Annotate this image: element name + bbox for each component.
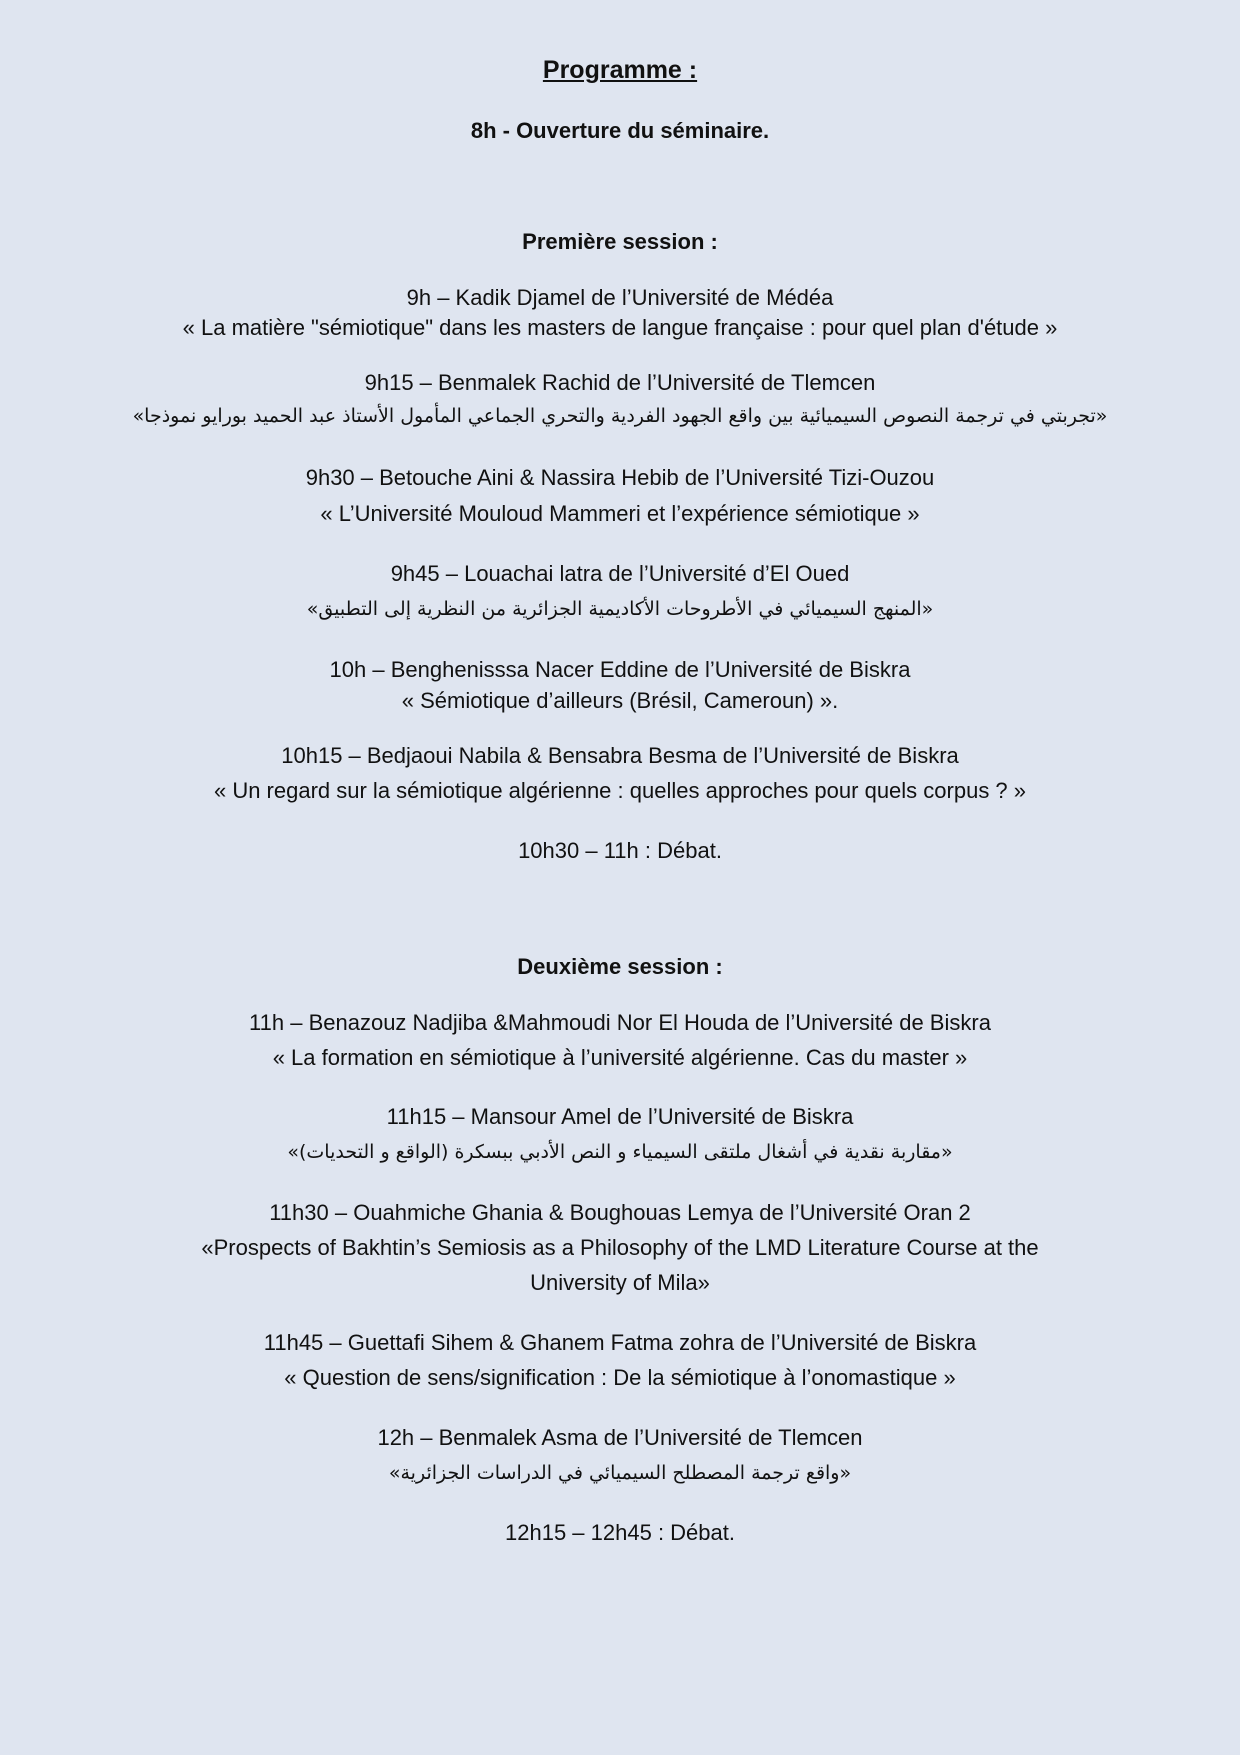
talk-time-speaker: 11h30 – Ouahmiche Ghania & Boughouas Lemya de l’Université Oran 2 (269, 1200, 971, 1225)
talk-time-speaker: 10h – Benghenisssa Nacer Eddine de l’Université de Biskra (329, 657, 911, 682)
talk-time-speaker: 9h – Kadik Djamel de l’Université de Médéa (406, 285, 834, 310)
talk-time-speaker: 11h15 – Mansour Amel de l’Université de Biskra (386, 1104, 854, 1129)
talk-title-arabic: «واقع ترجمة المصطلح السيميائي في الدراسات الجزائرية» (388, 1462, 852, 1484)
talk-time-speaker: 11h – Benazouz Nadjiba &Mahmoudi Nor El Houda de l’Université de Biskra (249, 1010, 991, 1035)
talk-time-speaker: 9h30 – Betouche Aini & Nassira Hebib de l’Université Tizi-Ouzou (305, 465, 935, 490)
talk-title: « La formation en sémiotique à l’université algérienne. Cas du master » (272, 1045, 968, 1070)
talk-title-arabic: «تجربتي في ترجمة النصوص السيميائية بين واقع الجهود الفردية والتحري الجماعي المأمول الأستاذ عبد الحميد بورايو نموذجا» (132, 405, 1108, 427)
session-2-heading: Deuxième session : (517, 954, 723, 979)
talk-title: « Sémiotique d’ailleurs (Brésil, Cameroun) ». (401, 688, 839, 713)
talk-time-speaker: 11h45 – Guettafi Sihem & Ghanem Fatma zohra de l’Université de Biskra (263, 1330, 977, 1355)
talk-title: « Question de sens/signification : De la sémiotique à l’onomastique » (284, 1365, 956, 1390)
talk-title-continued: University of Mila» (530, 1270, 710, 1295)
talk-title-arabic: «مقاربة نقدية في أشغال ملتقى السيمياء و النص الأدبي ببسكرة (الواقع و التحديات)» (287, 1141, 953, 1163)
opening-line: 8h - Ouverture du séminaire. (470, 118, 770, 143)
session-1-heading: Première session : (522, 229, 718, 254)
talk-time-speaker: 9h45 – Louachai latra de l’Université d’El Oued (390, 561, 850, 586)
talk-title-arabic: «المنهج السيميائي في الأطروحات الأكاديمية الجزائرية من النظرية إلى التطبيق» (306, 598, 934, 620)
talk-time-speaker: 9h15 – Benmalek Rachid de l’Université de Tlemcen (364, 370, 876, 395)
talk-time-speaker: 10h15 – Bedjaoui Nabila & Bensabra Besma de l’Université de Biskra (281, 743, 959, 768)
talk-title: «Prospects of Bakhtin’s Semiosis as a Philosophy of the LMD Literature Course at the (201, 1235, 1039, 1260)
talk-time-speaker: 12h – Benmalek Asma de l’Université de Tlemcen (377, 1425, 863, 1450)
talk-title: « L’Université Mouloud Mammeri et l’expérience sémiotique » (320, 501, 920, 526)
page-title: Programme : (542, 56, 698, 84)
session-2-debate: 12h15 – 12h45 : Débat. (505, 1520, 735, 1545)
session-1-debate: 10h30 – 11h : Débat. (518, 838, 722, 863)
talk-title: « La matière "sémiotique" dans les masters de langue française : pour quel plan d'étude » (182, 315, 1058, 340)
talk-title: « Un regard sur la sémiotique algérienne : quelles approches pour quels corpus ? » (213, 778, 1027, 803)
